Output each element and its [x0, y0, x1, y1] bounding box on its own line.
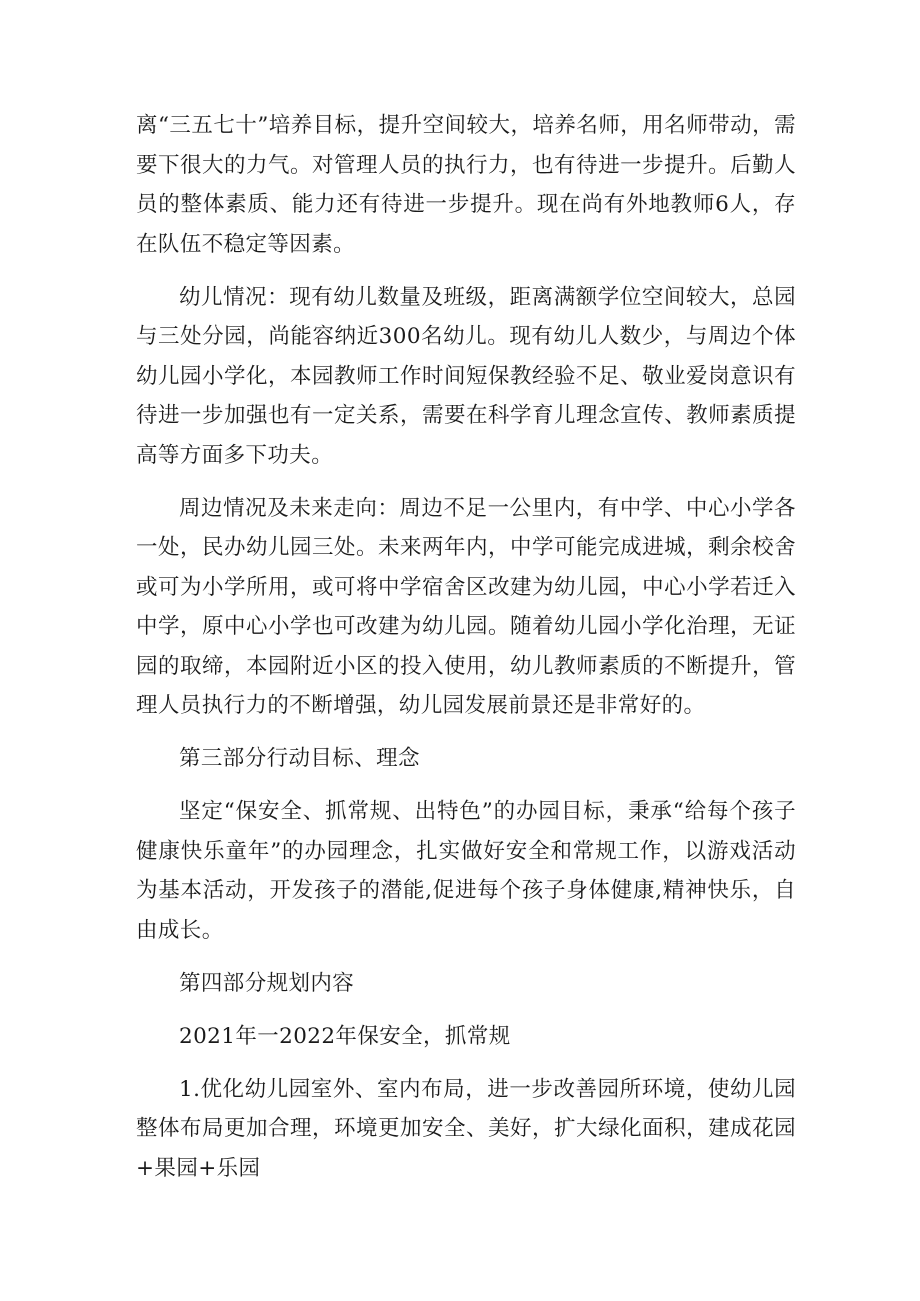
paragraph-goals-philosophy: 坚定“保安全、抓常规、出特色”的办园目标，秉承“给每个孩子健康快乐童年”的办园理念，扎实做好安全和常规工作，以游戏活动为基本活动，开发孩子的潜能,促进每个孩子身体健康,精神快乐，自由成长。 [136, 799, 796, 943]
section-heading-part-four: 第四部分规划内容 [179, 970, 355, 996]
paragraph-children-situation: 幼儿情况：现有幼儿数量及班级，距离满额学位空间较大，总园与三处分园，尚能容纳近300名幼儿。现有幼儿人数少，与周边个体幼儿园小学化，本园教师工作时间短保教经验不足、敬业爱岗意识有待进一步加强也有一定关系，需要在科学育儿理念宣传、教师素质提高等方面多下功夫。 [136, 284, 796, 468]
paragraph-surroundings-future: 周边情况及未来走向：周边不足一公里内，有中学、中心小学各一处，民办幼儿园三处。未来两年内，中学可能完成进城，剩余校舍或可为小学所用，或可将中学宿舍区改建为幼儿园，中心小学若迁入中学，原中心小学也可改建为幼儿园。随着幼儿园小学化治理，无证园的取缔，本园附近小区的投入使用，幼儿教师素质的不断提升，管理人员执行力的不断增强，幼儿园发展前景还是非常好的。 [136, 495, 796, 718]
subheading-2021-2022: 2021年一2022年保安全，抓常规 [179, 1023, 511, 1049]
paragraph-layout-optimization: 1.优化幼儿园室外、室内布局，进一步改善园所环境，使幼儿园整体布局更加合理，环境更加安全、美好，扩大绿化面积，建成花园+果园+乐园 [136, 1076, 796, 1181]
paragraph-staff-continuation: 离“三五七十”培养目标，提升空间较大，培养名师，用名师带动，需要下很大的力气。对管理人员的执行力，也有待进一步提升。后勤人员的整体素质、能力还有待进一步提升。现在尚有外地教师6人，存在队伍不稳定等因素。 [136, 113, 796, 257]
document-body [136, 106, 796, 1188]
section-heading-part-three: 第三部分行动目标、理念 [179, 746, 420, 771]
